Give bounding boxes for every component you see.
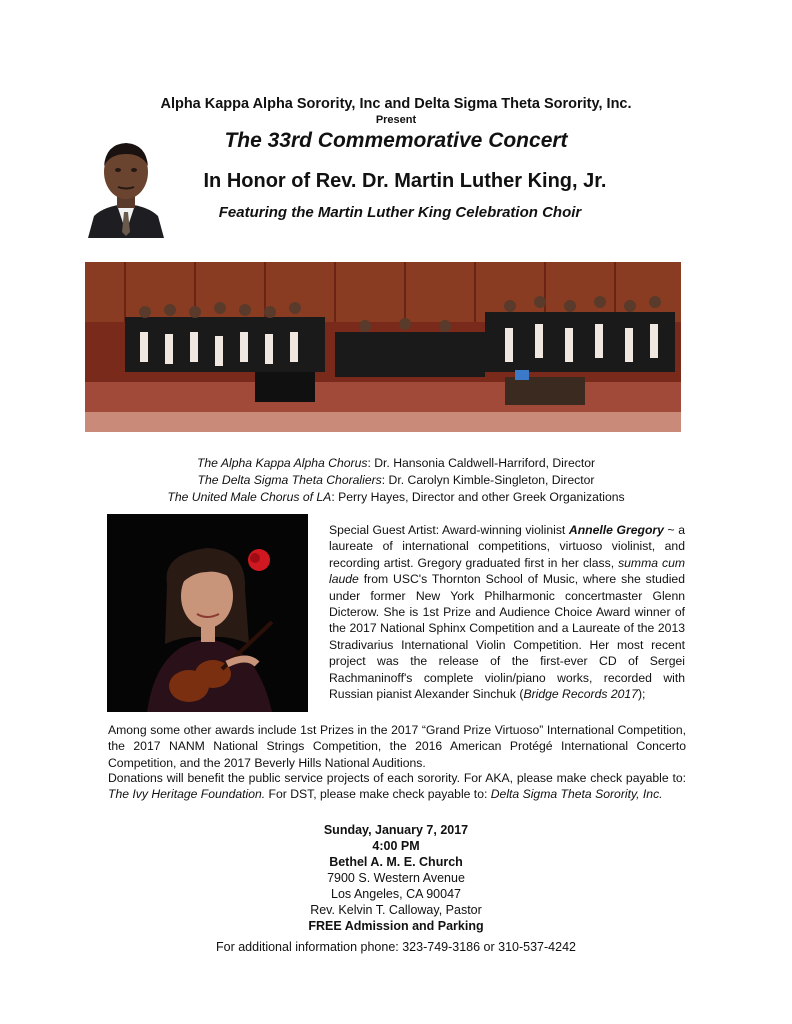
- chorus-line: The Alpha Kappa Alpha Chorus: Dr. Hansonia Caldwell-Harriford, Director: [196, 456, 596, 470]
- choruses-list: [0, 455, 792, 506]
- contact-line: For additional information phone: 323-749-3186 or 310-537-4242: [216, 940, 576, 954]
- donations-paragraph: Donations will benefit the public service projects of each sorority. For AKA, please make check payable to: The Ivy Heritage Foundation. For DST, please make check payable to: Delta Sigma Theta Sorority, Inc.: [108, 771, 686, 802]
- chorus-line: The Delta Sigma Theta Choraliers: Dr. Carolyn Kimble-Singleton, Director: [197, 473, 595, 487]
- presenters-line: Alpha Kappa Alpha Sorority, Inc and Delta Sigma Theta Sorority, Inc.: [160, 96, 632, 112]
- concert-title: The 33rd Commemorative Concert: [224, 129, 568, 152]
- guest-artist-bio: Special Guest Artist: Award-winning violinist Annelle Gregory ~ a laureate of international competitions, virtuoso violinist, and recording artist. Gregory graduated first in her class, summa cum laude from USC's Thornton School of Music, where she studied under former New York Philharmonic concertmaster Glenn Dicterow. She is 1st Prize and Audience Choice Award winner of the 2017 National Sphinx Competition and a Laureate of the 2013 Stradivarius International Violin Competition. Her most recent project was the release of the first-ever CD of Sergei Rachmaninoff's complete violin/piano works, recorded with Russian pianist Alexander Sinchuk (Bridge Records 2017);: [329, 523, 685, 702]
- event-details: [0, 822, 792, 934]
- chorus-line: The United Male Chorus of LA: Perry Hayes, Director and other Greek Organizations: [167, 490, 625, 504]
- event-time: 4:00 PM: [372, 839, 420, 853]
- choir-photo-image: [85, 262, 681, 432]
- awards-paragraph: Among some other awards include 1st Prizes in the 2017 “Grand Prize Virtuoso” International Competition, the 2017 NANM National Strings Competition, the 2016 American Protégé International Concerto Competition, and the 2017 Beverly Hills National Auditions.: [108, 723, 686, 770]
- event-city: Los Angeles, CA 90047: [331, 887, 461, 901]
- event-date: Sunday, January 7, 2017: [323, 823, 469, 837]
- event-venue: Bethel A. M. E. Church: [329, 855, 463, 869]
- artist-name: Annelle Gregory: [568, 523, 664, 537]
- violinist-photo-image: [107, 514, 308, 712]
- event-admission: FREE Admission and Parking: [308, 919, 484, 933]
- event-street: 7900 S. Western Avenue: [327, 871, 465, 885]
- honor-line: In Honor of Rev. Dr. Martin Luther King, Jr.: [203, 170, 607, 192]
- featuring-line: Featuring the Martin Luther King Celebration Choir: [218, 204, 582, 221]
- event-pastor: Rev. Kelvin T. Calloway, Pastor: [310, 903, 482, 917]
- present-label: Present: [375, 114, 417, 126]
